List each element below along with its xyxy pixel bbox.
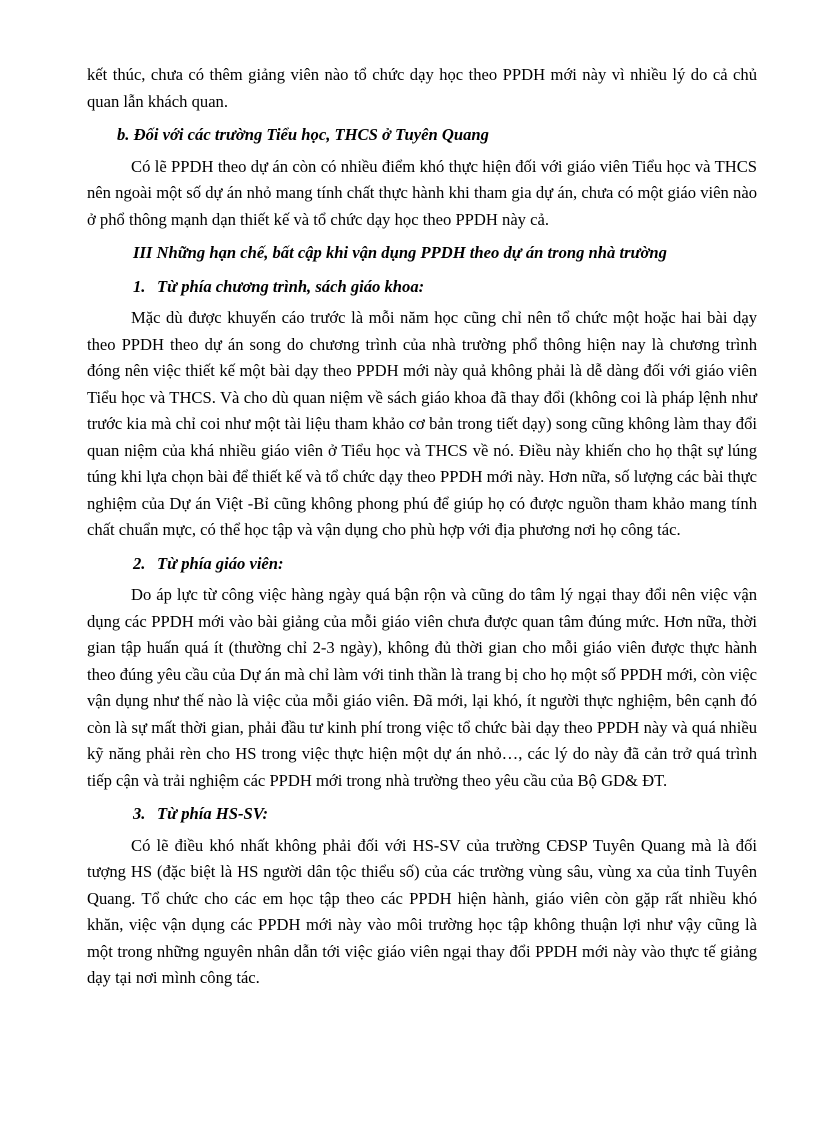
heading-section-3 (87, 801, 757, 828)
heading-section-1 (87, 274, 757, 301)
paragraph-section-1: Mặc dù được khuyến cáo trước là mỗi năm học cũng chỉ nên tổ chức một hoặc hai bài dạy theo PPDH theo dự án song do chương trình của nhà trường phổ thông hiện nay là chương trình đóng nên việc thiết kế một bài dạy theo PPDH mới này quả không phải là dễ dàng đối với giáo viên Tiểu học và THCS. Và cho dù quan niệm về sách giáo khoa đã thay đổi (không coi là pháp lệnh như trước kia mà chỉ coi như một tài liệu tham khảo cơ bản trong tiết dạy) song cũng không làm thay đổi quan niệm của khá nhiều giáo viên ở Tiểu học và THCS về nó. Điều này khiến cho họ thật sự lúng túng khi lựa chọn bài để thiết kế và tổ chức dạy theo PPDH mới này. Hơn nữa, số lượng các bài thực nghiệm của Dự án Việt -Bỉ cũng không phong phú để giúp họ có được nguồn tham khảo mang tính chất chuẩn mực, có thể học tập và vận dụng cho phù hợp với địa phương nơi họ công tác. (87, 308, 757, 539)
section-2-title: Từ phía giáo viên: (157, 553, 284, 573)
section-2-number: 2. (133, 553, 146, 573)
section-1-title: Từ phía chương trình, sách giáo khoa: (157, 276, 425, 296)
section-3-number: 3. (133, 804, 146, 823)
section-3-title: Từ phía HS-SV: (157, 804, 269, 823)
intro-paragraph: kết thúc, chưa có thêm giảng viên nào tổ chức dạy học theo PPDH mới này vì nhiều lý do cả chủ quan lẫn khách quan. (87, 65, 757, 111)
section-1-number: 1. (133, 276, 146, 296)
heading-b: b. Đối với các trường Tiểu học, THCS ở Tuyên Quang (117, 125, 489, 144)
heading-section-2 (87, 551, 757, 578)
paragraph-b: Có lẽ PPDH theo dự án còn có nhiều điểm khó thực hiện đối với giáo viên Tiểu học và THCS nên ngoài một số dự án nhỏ mang tính chất thực hành khi tham gia dự án, chưa có một giáo viên nào ở phổ thông mạnh dạn thiết kế và tổ chức dạy học theo PPDH này cả. (87, 156, 757, 229)
paragraph-section-3: Có lẽ điều khó nhất không phải đối với HS-SV của trường CĐSP Tuyên Quang mà là đối tượng HS (đặc biệt là HS người dân tộc thiểu số) của các trường vùng sâu, vùng xa của tỉnh Tuyên Quang. Tổ chức cho các em học tập theo các PPDH hiện hành, giáo viên còn gặp rất nhiều khó khăn, việc vận dụng các PPDH mới này vào môi trường học tập không thuận lợi như vậy cũng là một trong những nguyên nhân dẫn tới việc giáo viên ngại thay đổi PPDH mới này vào thực tế giảng dạy tại nơi mình công tác. (87, 835, 757, 987)
paragraph-section-2: Do áp lực từ công việc hàng ngày quá bận rộn và cũng do tâm lý ngại thay đổi nên việc vận dụng các PPDH mới vào bài giảng của mỗi giáo viên chưa được quan tâm đúng mức. Hơn nữa, thời gian tập huấn quá ít (thường chỉ 2-3 ngày), không đủ thời gian cho mỗi giáo viên được thực hành theo đúng yêu cầu của Dự án mà chỉ làm với tinh thần là trang bị cho họ một số PPDH mới, còn việc vận dụng như thế nào là việc của mỗi giáo viên. Đã mới, lại khó, ít người thực nghiệm, bên cạnh đó còn là sự mất thời gian, phải đầu tư kinh phí trong việc tổ chức bài dạy theo PPDH này và quá nhiều kỹ năng phải rèn cho HS trong việc thực hiện một dự án nhỏ…, các lý do này đã cản trở quá trình tiếp cận và trải nghiệm các PPDH mới trong nhà trường theo yêu cầu của Bộ GD& ĐT. (87, 585, 757, 790)
heading-iii: III Những hạn chế, bất cập khi vận dụng PPDH theo dự án trong nhà trường (133, 243, 667, 262)
document-page (87, 62, 757, 992)
